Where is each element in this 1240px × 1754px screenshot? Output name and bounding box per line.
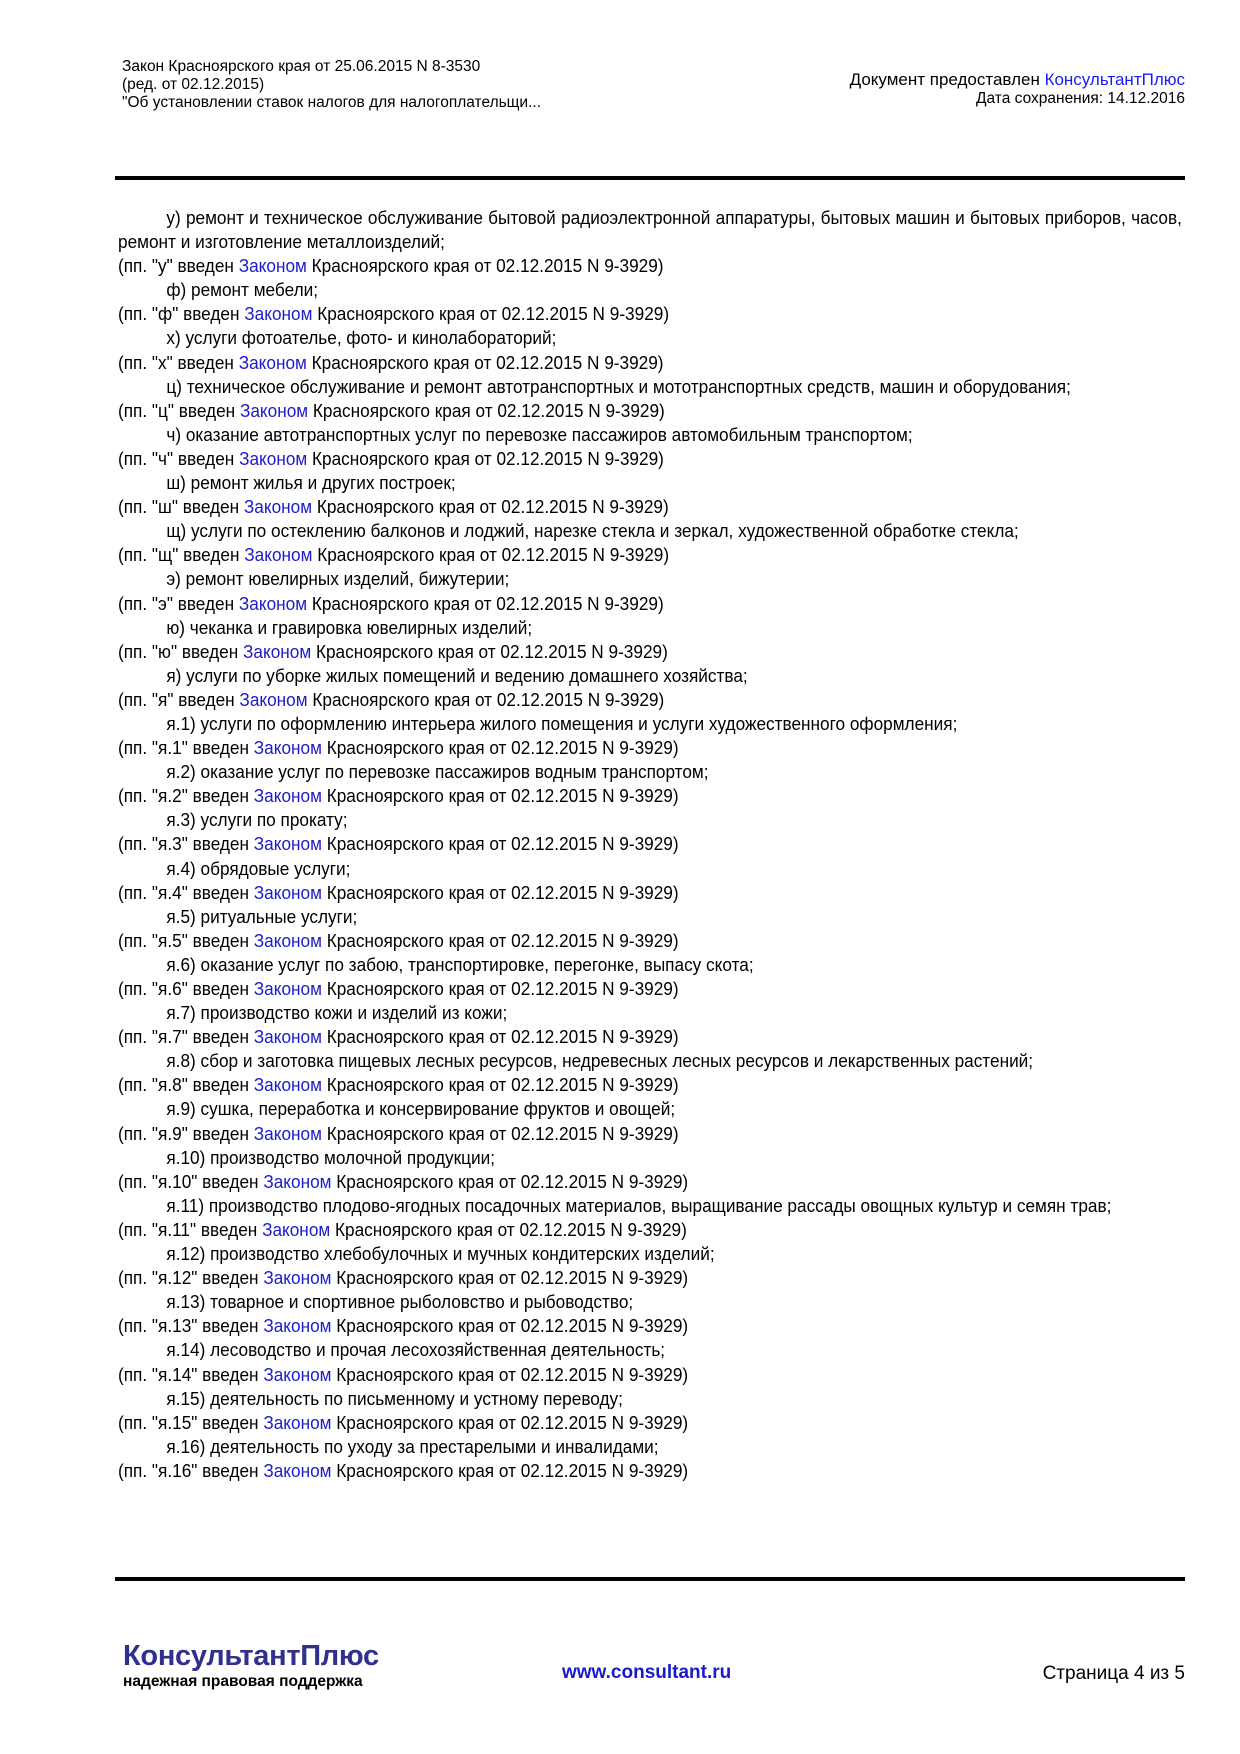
note-introduced: введен xyxy=(197,1411,264,1433)
save-date: Дата сохранения: 14.12.2016 xyxy=(976,90,1185,107)
law-link[interactable]: Законом xyxy=(253,881,322,903)
note-prefix: (пп. xyxy=(118,1218,152,1240)
law-link[interactable]: Законом xyxy=(243,496,313,518)
note-prefix: (пп. xyxy=(118,447,152,469)
amendment-note xyxy=(118,495,1182,519)
note-introduced: введен xyxy=(187,978,254,999)
law-link[interactable]: Законом xyxy=(253,833,322,855)
list-item: э) ремонт ювелирных изделий, бижутерии; xyxy=(166,568,510,590)
note-introduced: введен xyxy=(187,1074,254,1096)
amendment-note xyxy=(118,399,1182,423)
list-item: я.14) лесоводство и прочая лесохозяйственная деятельность; xyxy=(166,1339,666,1361)
list-item: я.3) услуги по прокату; xyxy=(166,809,348,831)
note-suffix: Красноярского края от 02.12.2015 N 9-3929) xyxy=(321,1026,679,1048)
note-ref: "я.11" xyxy=(151,1218,197,1240)
note-ref: "я.12" xyxy=(151,1267,198,1289)
amendment-note xyxy=(118,1314,1182,1338)
list-item: я.15) деятельность по письменному и устному переводу; xyxy=(166,1387,623,1409)
note-prefix: (пп. xyxy=(118,1411,152,1433)
amendment-note xyxy=(118,832,1182,856)
list-item: я) услуги по уборке жилых помещений и ведению домашнего хозяйства; xyxy=(166,664,748,686)
note-suffix: Красноярского края от 02.12.2015 N 9-3929) xyxy=(307,688,665,710)
note-ref: "х" xyxy=(151,351,173,373)
note-introduced: введен xyxy=(197,1459,264,1481)
note-prefix: (пп. xyxy=(118,640,152,662)
note-ref: "я.6" xyxy=(151,978,188,999)
note-prefix: (пп. xyxy=(118,1170,152,1192)
law-link[interactable]: Законом xyxy=(263,1363,332,1385)
note-introduced: введен xyxy=(178,303,245,325)
list-item: я.16) деятельность по уходу за престарелыми и инвалидами; xyxy=(166,1435,659,1457)
note-suffix: Красноярского края от 02.12.2015 N 9-3929) xyxy=(307,592,664,614)
provided-by-label: Документ предоставлен xyxy=(849,70,1045,89)
amendment-note xyxy=(118,736,1182,760)
note-suffix: Красноярского края от 02.12.2015 N 9-3929) xyxy=(321,978,679,999)
note-ref: "я.9" xyxy=(151,1122,188,1144)
law-link[interactable]: Законом xyxy=(253,1026,322,1048)
note-prefix: (пп. xyxy=(118,688,152,710)
law-link[interactable]: Законом xyxy=(253,929,322,951)
page-number: Страница 4 из 5 xyxy=(1042,1663,1185,1684)
law-link[interactable]: Законом xyxy=(238,351,307,373)
note-introduced: введен xyxy=(187,881,254,903)
note-introduced: введен xyxy=(177,640,244,662)
document-header-title xyxy=(122,58,541,112)
amendment-note xyxy=(118,1122,1182,1146)
amendment-note xyxy=(118,592,1182,616)
list-item: ю) чеканка и гравировка ювелирных изделий; xyxy=(166,616,533,638)
note-prefix: (пп. xyxy=(118,592,152,614)
law-link[interactable]: Законом xyxy=(253,785,322,807)
note-suffix: Красноярского края от 02.12.2015 N 9-3929) xyxy=(321,929,679,951)
list-item: ф) ремонт мебели; xyxy=(166,279,319,301)
note-ref: "я.10" xyxy=(151,1170,198,1192)
note-introduced: введен xyxy=(196,1218,263,1240)
note-suffix: Красноярского края от 02.12.2015 N 9-3929) xyxy=(306,351,664,373)
note-introduced: введен xyxy=(187,1122,254,1144)
note-suffix: Красноярского края от 02.12.2015 N 9-3929) xyxy=(308,399,665,421)
document-header-provider xyxy=(850,70,1185,108)
list-item: я.5) ритуальные услуги; xyxy=(166,905,358,927)
note-introduced: введен xyxy=(172,255,239,277)
note-suffix: Красноярского края от 02.12.2015 N 9-3929) xyxy=(306,255,664,277)
note-prefix: (пп. xyxy=(118,1459,152,1481)
note-ref: "я.14" xyxy=(151,1363,198,1385)
amendment-note xyxy=(118,1363,1182,1387)
footer-tagline: надежная правовая поддержка xyxy=(123,1673,363,1690)
note-prefix: (пп. xyxy=(118,303,152,325)
note-suffix: Красноярского края от 02.12.2015 N 9-3929) xyxy=(321,881,679,903)
list-item: ц) техническое обслуживание и ремонт автотранспортных и мототранспортных средств, машин и оборудования; xyxy=(166,375,1071,397)
note-introduced: введен xyxy=(187,929,254,951)
note-suffix: Красноярского края от 02.12.2015 N 9-3929) xyxy=(321,1074,679,1096)
list-item: щ) услуги по остеклению балконов и лоджий, нарезке стекла и зеркал, художественной обработке стекла; xyxy=(166,520,1019,542)
note-suffix: Красноярского края от 02.12.2015 N 9-3929) xyxy=(312,303,670,325)
note-suffix: Красноярского края от 02.12.2015 N 9-3929) xyxy=(331,1411,689,1433)
note-suffix: Красноярского края от 02.12.2015 N 9-3929) xyxy=(311,640,668,662)
note-ref: "я.8" xyxy=(151,1074,188,1096)
note-suffix: Красноярского края от 02.12.2015 N 9-3929) xyxy=(321,1122,679,1144)
amendment-note xyxy=(118,929,1182,953)
amendment-note xyxy=(118,1025,1182,1049)
note-prefix: (пп. xyxy=(118,1267,152,1289)
amendment-note xyxy=(118,640,1182,664)
amendment-note xyxy=(118,1170,1182,1194)
note-suffix: Красноярского края от 02.12.2015 N 9-3929) xyxy=(321,833,679,855)
amendment-note xyxy=(118,784,1182,808)
amendment-note xyxy=(118,254,1182,278)
list-item: я.8) сбор и заготовка пищевых лесных ресурсов, недревесных лесных ресурсов и лекарственных растений; xyxy=(166,1050,1034,1072)
amendment-note xyxy=(118,688,1182,712)
note-prefix: (пп. xyxy=(118,255,152,277)
note-suffix: Красноярского края от 02.12.2015 N 9-3929) xyxy=(331,1267,689,1289)
note-introduced: введен xyxy=(197,1363,264,1385)
law-link[interactable]: Законом xyxy=(253,978,322,999)
list-item: у) ремонт и техническое обслуживание бытовой радиоэлектронной аппаратуры, бытовых машин и бытовых приборов, часов, ремонт и изготовление металлоизделий; xyxy=(118,207,1182,253)
note-ref: "ю" xyxy=(151,640,178,662)
list-item: я.1) услуги по оформлению интерьера жилого помещения и услуги художественного оформления; xyxy=(166,712,958,734)
note-prefix: (пп. xyxy=(118,399,152,421)
note-prefix: (пп. xyxy=(118,1315,152,1337)
header-law-subject: "Об установлении ставок налогов для налогоплательщи... xyxy=(122,94,542,111)
list-item: я.7) производство кожи и изделий из кожи; xyxy=(166,1002,508,1024)
document-body xyxy=(118,206,1182,1483)
note-ref: "ш" xyxy=(151,496,178,518)
note-suffix: Красноярского края от 02.12.2015 N 9-3929) xyxy=(331,1170,689,1192)
note-introduced: введен xyxy=(187,833,254,855)
list-item: я.4) обрядовые услуги; xyxy=(166,857,351,879)
list-item: х) услуги фотоателье, фото- и кинолабораторий; xyxy=(166,327,557,349)
law-link[interactable]: Законом xyxy=(253,737,322,759)
note-suffix: Красноярского края от 02.12.2015 N 9-3929) xyxy=(321,737,679,759)
amendment-note xyxy=(118,351,1182,375)
note-introduced: введен xyxy=(172,592,239,614)
law-link[interactable]: Законом xyxy=(253,1074,322,1096)
law-link[interactable]: Законом xyxy=(263,1315,332,1337)
list-item: я.6) оказание услуг по забою, транспортировке, перегонке, выпасу скота; xyxy=(166,953,754,975)
provider-brand-link[interactable]: КонсультантПлюс xyxy=(1044,70,1185,89)
law-link[interactable]: Законом xyxy=(238,592,308,614)
header-divider xyxy=(115,176,1185,180)
note-ref: "я.16" xyxy=(151,1459,198,1481)
note-ref: "ч" xyxy=(151,447,174,469)
note-introduced: введен xyxy=(172,351,239,373)
note-suffix: Красноярского края от 02.12.2015 N 9-3929) xyxy=(312,544,670,566)
note-introduced: введен xyxy=(174,399,240,421)
law-link[interactable]: Законом xyxy=(244,544,313,566)
note-introduced: введен xyxy=(197,1315,264,1337)
note-ref: "я.15" xyxy=(151,1411,198,1433)
footer-logo xyxy=(123,1640,379,1692)
note-ref: "я" xyxy=(151,688,174,710)
note-prefix: (пп. xyxy=(118,1026,152,1048)
note-ref: "ц" xyxy=(151,399,175,421)
note-ref: "я.5" xyxy=(151,929,188,951)
note-introduced: введен xyxy=(173,447,240,469)
note-prefix: (пп. xyxy=(118,737,152,759)
note-ref: "у" xyxy=(151,255,173,277)
amendment-note xyxy=(118,1411,1182,1435)
law-link[interactable]: Законом xyxy=(239,399,309,421)
list-item: я.10) производство молочной продукции; xyxy=(166,1146,495,1168)
amendment-note xyxy=(118,1266,1182,1290)
law-link[interactable]: Законом xyxy=(243,640,312,662)
law-link[interactable]: Законом xyxy=(239,688,308,710)
note-prefix: (пп. xyxy=(118,929,152,951)
amendment-note xyxy=(118,977,1182,1001)
note-ref: "я.2" xyxy=(151,785,188,807)
note-suffix: Красноярского края от 02.12.2015 N 9-3929) xyxy=(312,496,669,518)
note-ref: "щ" xyxy=(151,544,179,566)
footer-brand: КонсультантПлюс xyxy=(123,1640,379,1672)
list-item: ч) оказание автотранспортных услуг по перевозке пассажиров автомобильным транспортом; xyxy=(166,423,913,445)
note-ref: "я.13" xyxy=(151,1315,198,1337)
footer-divider xyxy=(115,1577,1185,1581)
list-item: я.12) производство хлебобулочных и мучных кондитерских изделий; xyxy=(166,1243,715,1265)
law-link[interactable]: Законом xyxy=(263,1411,332,1433)
note-prefix: (пп. xyxy=(118,881,152,903)
note-ref: "я.3" xyxy=(151,833,188,855)
note-introduced: введен xyxy=(187,1026,254,1048)
note-prefix: (пп. xyxy=(118,978,152,999)
note-introduced: введен xyxy=(173,688,240,710)
list-item: я.13) товарное и спортивное рыболовство и рыбоводство; xyxy=(166,1291,634,1313)
note-prefix: (пп. xyxy=(118,833,152,855)
note-ref: "я.4" xyxy=(151,881,188,903)
list-item: ш) ремонт жилья и других построек; xyxy=(166,472,456,494)
law-link[interactable]: Законом xyxy=(253,1122,322,1144)
note-suffix: Красноярского края от 02.12.2015 N 9-3929) xyxy=(321,785,679,807)
amendment-note xyxy=(118,1459,1182,1483)
note-prefix: (пп. xyxy=(118,1363,152,1385)
law-link[interactable]: Законом xyxy=(263,1267,332,1289)
note-suffix: Красноярского края от 02.12.2015 N 9-3929) xyxy=(331,1315,689,1337)
note-prefix: (пп. xyxy=(118,1074,152,1096)
note-prefix: (пп. xyxy=(118,544,152,566)
amendment-note xyxy=(118,1218,1182,1242)
note-prefix: (пп. xyxy=(118,785,152,807)
note-introduced: введен xyxy=(177,496,244,518)
note-prefix: (пп. xyxy=(118,351,152,373)
note-introduced: введен xyxy=(178,544,245,566)
note-suffix: Красноярского края от 02.12.2015 N 9-3929) xyxy=(330,1218,687,1240)
note-ref: "э" xyxy=(151,592,173,614)
note-ref: "я.7" xyxy=(151,1026,188,1048)
law-link[interactable]: Законом xyxy=(263,1170,332,1192)
law-link[interactable]: Законом xyxy=(244,303,313,325)
note-suffix: Красноярского края от 02.12.2015 N 9-3929) xyxy=(307,447,664,469)
note-ref: "я.1" xyxy=(151,737,188,759)
law-link[interactable]: Законом xyxy=(238,255,307,277)
header-revision: (ред. от 02.12.2015) xyxy=(122,76,265,93)
note-ref: "ф" xyxy=(151,303,179,325)
footer-url-link[interactable]: www.consultant.ru xyxy=(562,1662,732,1683)
note-introduced: введен xyxy=(187,737,254,759)
list-item: я.9) сушка, переработка и консервирование фруктов и овощей; xyxy=(166,1098,676,1120)
law-link[interactable]: Законом xyxy=(263,1459,332,1481)
law-link[interactable]: Законом xyxy=(239,447,308,469)
note-prefix: (пп. xyxy=(118,1122,152,1144)
amendment-note xyxy=(118,447,1182,471)
amendment-note xyxy=(118,881,1182,905)
amendment-note xyxy=(118,543,1182,567)
note-introduced: введен xyxy=(197,1170,264,1192)
note-suffix: Красноярского края от 02.12.2015 N 9-3929) xyxy=(331,1459,689,1481)
list-item: я.2) оказание услуг по перевозке пассажиров водным транспортом; xyxy=(166,761,709,783)
note-suffix: Красноярского края от 02.12.2015 N 9-3929) xyxy=(331,1363,689,1385)
note-introduced: введен xyxy=(187,785,254,807)
header-law-title: Закон Красноярского края от 25.06.2015 N 8-3530 xyxy=(122,58,481,75)
amendment-note xyxy=(118,302,1182,326)
law-link[interactable]: Законом xyxy=(262,1218,331,1240)
note-prefix: (пп. xyxy=(118,496,152,518)
note-introduced: введен xyxy=(197,1267,264,1289)
amendment-note xyxy=(118,1073,1182,1097)
list-item: я.11) производство плодово-ягодных посадочных материалов, выращивание рассады овощных культур и семян трав; xyxy=(166,1194,1112,1216)
